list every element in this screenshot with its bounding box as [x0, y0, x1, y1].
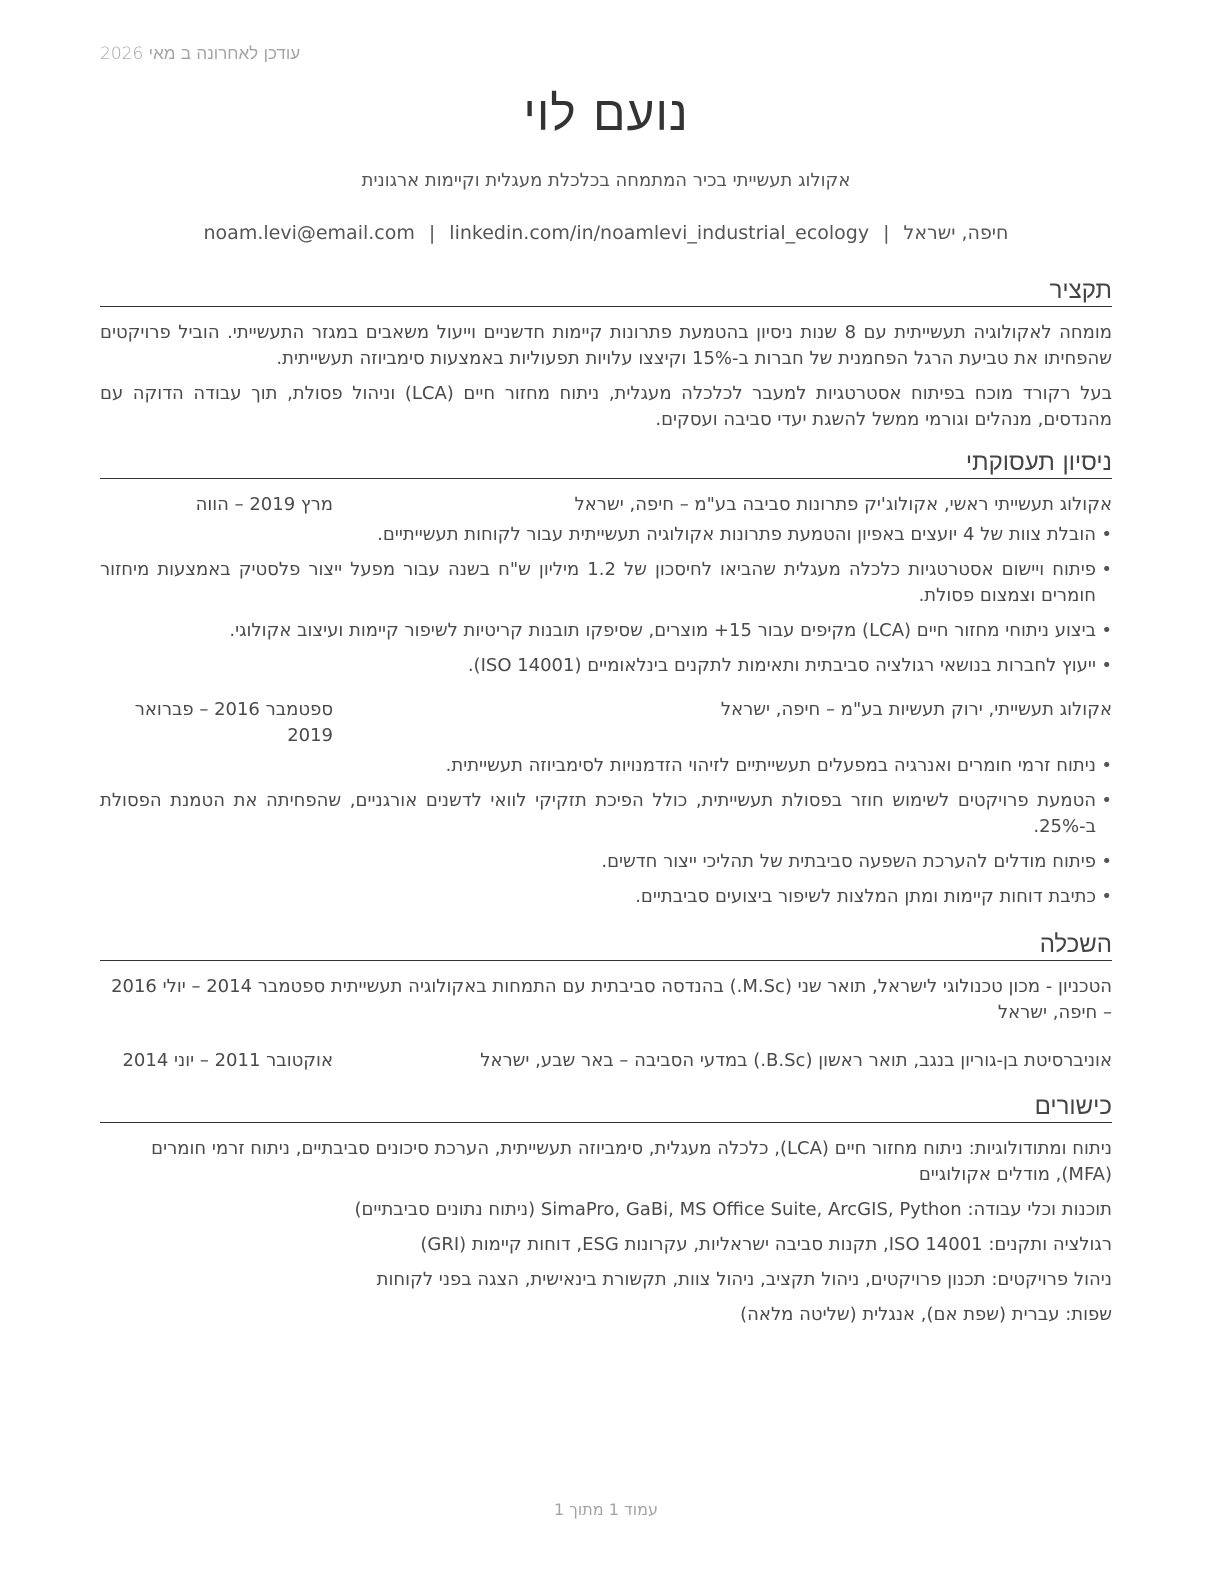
experience-section: [100, 492, 1112, 919]
job-role: אקולוג תעשייתי ראשי, אקולוג'יק פתרונות סביבה בע"מ – חיפה, ישראל: [574, 494, 1112, 515]
education-entry: [100, 1048, 1112, 1074]
job-bullet: • כתיבת דוחות קיימות ומתן המלצות לשיפור ביצועים סביבתיים.: [100, 884, 1112, 910]
job-bullet: • ניתוח זרמי חומרים ואנרגיה במפעלים תעשייתיים לזיהוי הזדמנויות לסימביוזה תעשייתית.: [100, 753, 1112, 779]
job-header: [100, 697, 1112, 749]
education-entry: [100, 974, 1112, 1026]
job-entry: [100, 492, 1112, 679]
section-title-skills: כישורים: [100, 1092, 1112, 1123]
skills-line: שפות: עברית (שפת אם), אנגלית (שליטה מלאה): [740, 1304, 1112, 1325]
section-title-summary: תקציר: [100, 276, 1112, 307]
page-number: עמוד 1 מתוך 1: [554, 1500, 658, 1519]
section-title-education: השכלה: [100, 930, 1112, 961]
job-bullet: • ביצוע ניתוחי מחזור חיים (LCA) מקיפים עבור 15+ מוצרים, שסיפקו תובנות קריטיות לשיפור קיימות ועיצוב אקולוגי.: [100, 618, 1112, 644]
summary-paragraph: בעל רקורד מוכח בפיתוח אסטרטגיות למעבר לכלכלה מעגלית, ניתוח מחזור חיים (LCA) וניהול פסולת, תוך עבודה הדוקה עם מהנדסים, מנהלים וגורמי ממשל להשגת יעדי סביבה ועסקים.: [100, 383, 1112, 430]
education-dates: אוקטובר 2011 – יוני 2014: [122, 1050, 333, 1071]
contact-email-link[interactable]: noam.levi@email.com: [203, 222, 415, 244]
resume-page: [100, 0, 1112, 1584]
contact-location: חיפה, ישראל: [903, 222, 1009, 244]
job-dates: מרץ 2019 – הווה: [195, 494, 333, 515]
skills-section: [100, 1136, 1112, 1337]
skills-line: ניתוח ומתודולוגיות: ניתוח מחזור חיים (LCA), כלכלה מעגלית, סימביוזה תעשייתית, הערכת סיכונים סביבתיים, ניתוח זרמי חומרים (MFA), מודלים אקולוגיים: [151, 1138, 1112, 1185]
candidate-tagline: אקולוג תעשייתי בכיר המתמחה בכלכלת מעגלית וקיימות ארגונית: [361, 170, 851, 191]
job-role: אקולוג תעשייתי, ירוק תעשיות בע"מ – חיפה, ישראל: [720, 699, 1112, 720]
job-bullet: • הובלת צוות של 4 יועצים באפיון והטמעת פתרונות אקולוגיה תעשייתית עבור לקוחות תעשייתיים.: [100, 522, 1112, 548]
section-title-experience: ניסיון תעסוקתי: [100, 448, 1112, 479]
contact-separator: |: [883, 222, 890, 244]
last-updated-note: עודכן לאחרונה ב מאי 2026: [100, 44, 301, 64]
contact-separator: |: [428, 222, 436, 244]
education-text: אוניברסיטת בן-גוריון בנגב, תואר ראשון (B.Sc.) במדעי הסביבה – באר שבע, ישראל: [480, 1050, 1112, 1071]
skills-line: תוכנות וכלי עבודה: SimaPro, GaBi, MS Office Suite, ArcGIS, Python (ניתוח נתונים סביבתיים): [354, 1199, 1112, 1220]
job-bullet: • ייעוץ לחברות בנושאי רגולציה סביבתית ותאימות לתקנים בינלאומיים (ISO 14001).: [100, 653, 1112, 679]
contact-linkedin-link[interactable]: linkedin.com/in/noamlevi_industrial_ecology: [449, 222, 870, 244]
job-bullet: • פיתוח מודלים להערכת השפעה סביבתית של תהליכי ייצור חדשים.: [100, 849, 1112, 875]
contact-line: [100, 222, 1112, 244]
job-bullet: • פיתוח ויישום אסטרטגיות כלכלה מעגלית שהביאו לחיסכון של 1.2 מיליון ש"ח בשנה עבור מפעל ייצור פלסטיק באמצעות מיחזור חומרים וצמצום פסולת.: [100, 557, 1112, 609]
summary-section: [100, 320, 1112, 442]
skills-line: רגולציה ותקנים: ISO 14001, תקנות סביבה ישראליות, עקרונות ESG, דוחות קיימות (GRI): [420, 1234, 1112, 1255]
skills-line: ניהול פרויקטים: תכנון פרויקטים, ניהול תקציב, ניהול צוות, תקשורת בינאישית, הצגה בפני לקוחות: [376, 1269, 1112, 1290]
education-text: הטכניון - מכון טכנולוגי לישראל, תואר שני (M.Sc.) בהנדסה סביבתית עם התמחות באקולוגיה תעשייתית ספטמבר 2014 – יולי 2016 – חיפה, ישראל: [111, 976, 1112, 1023]
job-bullet: • הטמעת פרויקטים לשימוש חוזר בפסולת תעשייתית, כולל הפיכת תזקיקי לוואי לדשנים אורגניים, שהפחיתה את הטמנת הפסולת ב-25%.: [100, 788, 1112, 840]
job-header: [100, 492, 1112, 518]
job-bullets: [100, 753, 1112, 910]
education-section: [100, 974, 1112, 1074]
candidate-name: נועם לוי: [523, 86, 689, 142]
job-dates: ספטמבר 2016 – פברואר 2019: [134, 699, 333, 746]
job-entry: [100, 697, 1112, 910]
job-bullets: [100, 522, 1112, 679]
summary-paragraph: מומחה לאקולוגיה תעשייתית עם 8 שנות ניסיון בהטמעת פתרונות קיימות חדשניים וייעול משאבים במגזר התעשייתי. הוביל פרויקטים שהפחיתו את טביעת הרגל הפחמנית של חברות ב-15% וקיצצו עלויות תפעוליות באמצעות סימביוזה תעשייתית.: [100, 322, 1113, 369]
